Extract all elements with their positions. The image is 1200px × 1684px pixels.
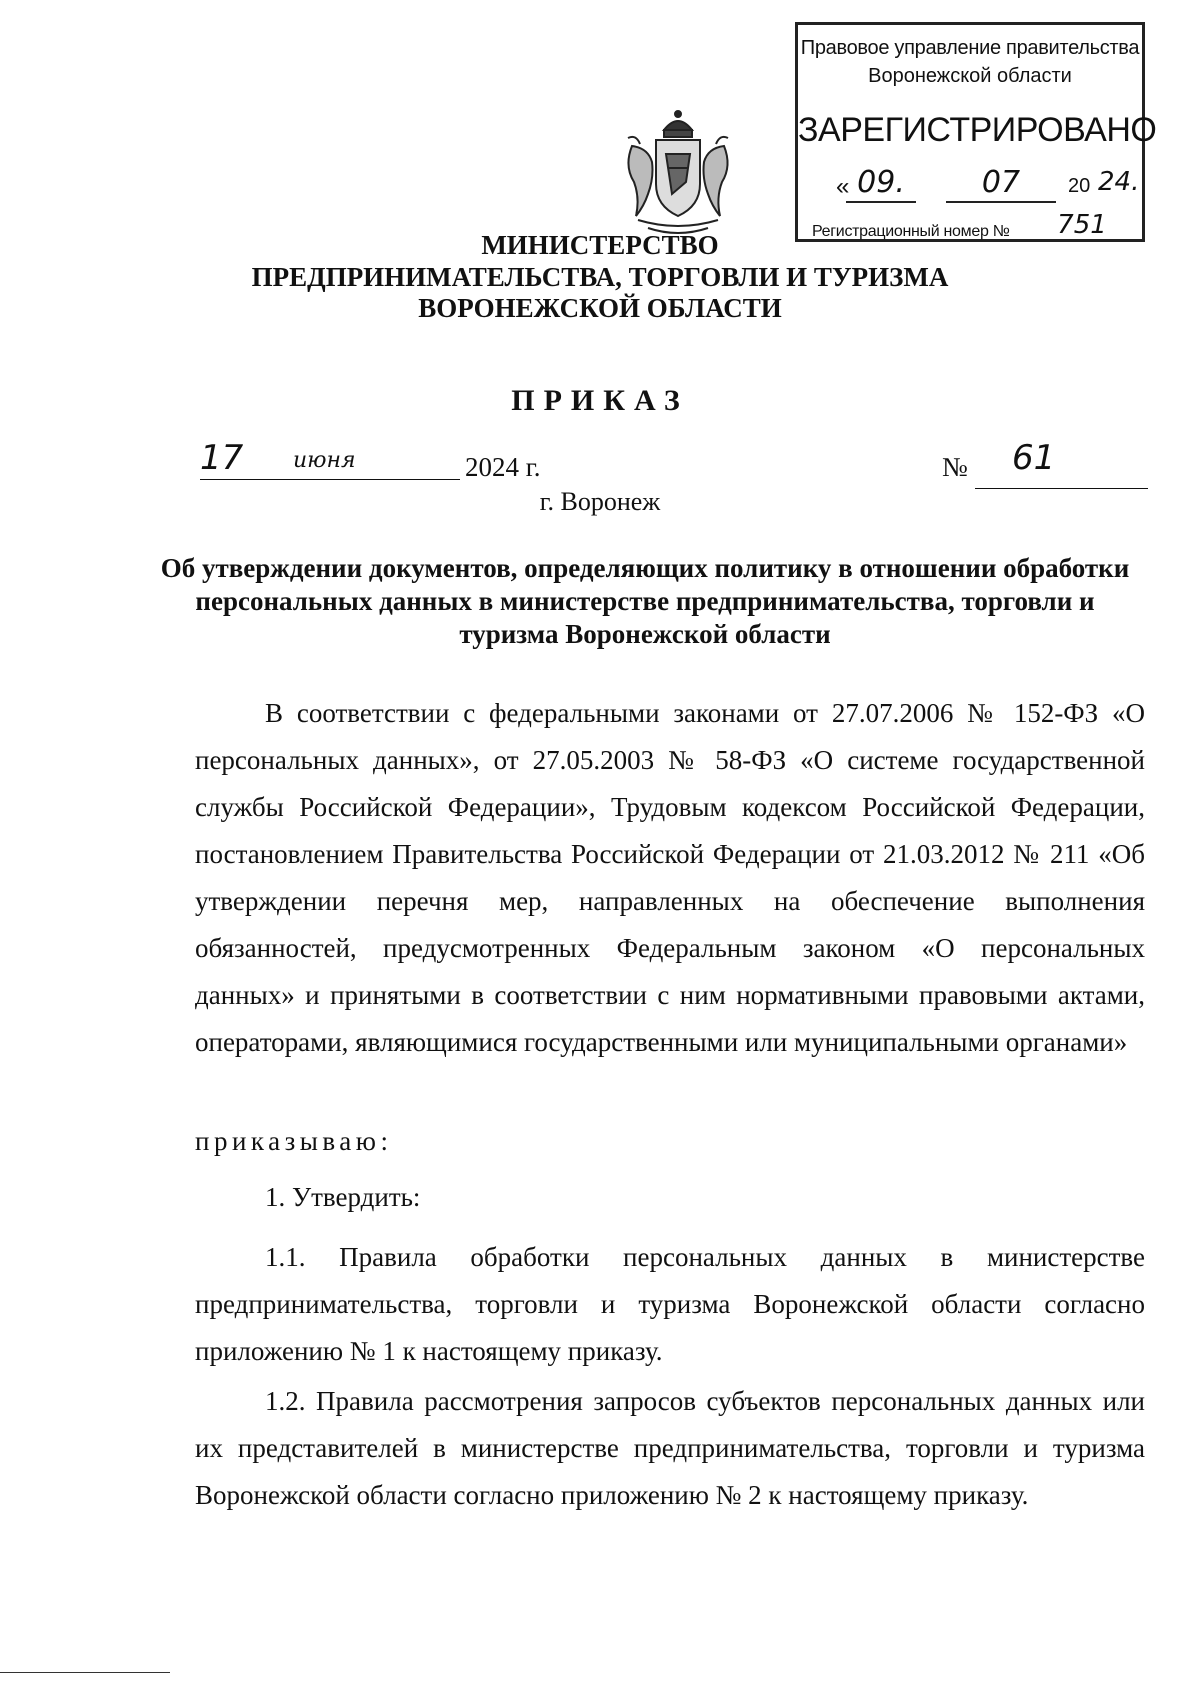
- stamp-regnum-value: 751: [1034, 211, 1130, 241]
- stamp-day: 09.: [846, 165, 916, 203]
- order-number-sign: №: [942, 452, 968, 482]
- coat-of-arms-icon: [618, 108, 738, 238]
- stamp-date-quote: «: [836, 173, 850, 200]
- ministry-name-line1: МИНИСТЕРСТВО: [481, 230, 719, 260]
- order-city: г. Воронеж: [539, 487, 661, 516]
- order-date-underline: [200, 479, 460, 480]
- bottom-divider: [0, 1672, 170, 1673]
- document-title: Об утверждении документов, определяющих политику в отношении обработки персональных данных в министерстве предпринимательства, торговли и туризма Воронежской области: [160, 553, 1130, 649]
- order-date-month: июня: [293, 448, 356, 473]
- order-date-year: 2024 г.: [465, 452, 541, 482]
- ministry-name-line3: ВОРОНЕЖСКОЙ ОБЛАСТИ: [418, 293, 782, 323]
- stamp-authority-line: Правовое управление правительства: [800, 37, 1140, 59]
- stamp-year-suffix: 24.: [1098, 167, 1140, 197]
- registration-stamp: [795, 22, 1157, 242]
- order-date-day: 17: [200, 438, 244, 478]
- stamp-registered-label: ЗАРЕГИСТРИРОВАНО: [798, 111, 1157, 149]
- stamp-date: [836, 165, 1140, 205]
- item-1-2: 1.2. Правила рассмотрения запросов субъектов персональных данных или их представителей в министерстве предпринимательства, торговли и туризма Воронежской области согласно приложению № 2 к настоящему приказу.: [195, 1386, 1145, 1510]
- document-type-heading: ПРИКАЗ: [511, 384, 689, 417]
- item-1: 1. Утвердить:: [265, 1182, 421, 1212]
- stamp-region-line: Воронежской области: [868, 65, 1072, 87]
- item-1-1: 1.1. Правила обработки персональных данных в министерстве предпринимательства, торговли и туризма Воронежской области согласно приложению № 1 к настоящему приказу.: [195, 1242, 1145, 1366]
- order-word: приказываю:: [195, 1126, 393, 1156]
- stamp-month: 07: [946, 165, 1056, 203]
- order-number: 61: [1012, 438, 1056, 478]
- ministry-name-line2: ПРЕДПРИНИМАТЕЛЬСТВА, ТОРГОВЛИ И ТУРИЗМА: [251, 262, 949, 292]
- stamp-year-prefix: 20: [1068, 175, 1091, 197]
- preamble-paragraph: В соответствии с федеральными законами от 27.07.2006 № 152-ФЗ «О персональных данных», от 27.05.2003 № 58-ФЗ «О системе государственной службы Российской Федерации», Трудовым кодексом Российской Федерации, постановлением Правительства Российской Федерации от 21.03.2012 № 211 «Об утверждении перечня мер, направленных на обеспечение выполнения обязанностей, предусмотренных Федеральным законом «О персональных данных» и принятыми в соответствии с ним нормативными правовыми актами, операторами, являющимися государственными или муниципальными органами»: [195, 698, 1145, 1057]
- stamp-regnum-label: Регистрационный номер №: [812, 223, 1010, 240]
